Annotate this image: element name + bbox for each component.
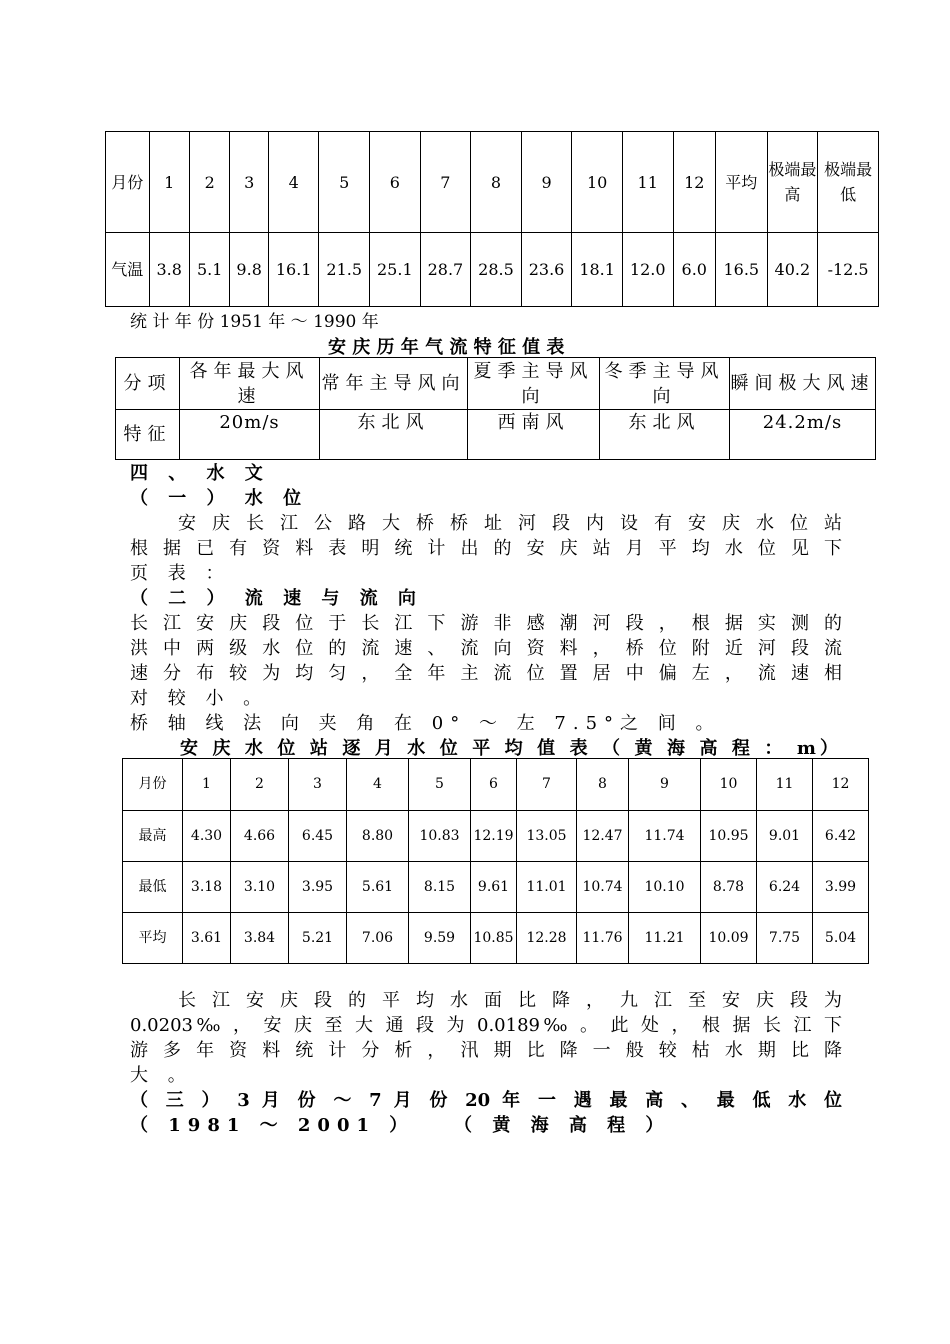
header-cell: 11 [757,759,813,811]
table-cell: 11.76 [577,913,629,964]
table-cell: 11.21 [629,913,701,964]
header-cell: 极端最高 [767,132,818,233]
statistics-note: 统 计 年 份 1951 年 ～ 1990 年 [130,312,379,332]
table-cell: 4.66 [231,811,289,862]
section-heading-extreme-levels: （ 三 ） 3 月 份 ～ 7 月 份 20 年 一 遇 最 高 、 最 低 水 位 [130,1090,842,1111]
wind-header-row [116,358,876,410]
paragraph-line: 长 江 安 庆 段 位 于 长 江 下 游 非 感 潮 河 段 ， 根 据 实 测 的 [130,613,842,634]
table-cell: 3.99 [813,862,869,913]
table-cell: 11.01 [517,862,577,913]
header-cell: 极端最低 [818,132,879,233]
row-label: 最高 [123,811,183,862]
table-cell: 东北风 [320,410,468,460]
header-cell: 1 [149,132,189,233]
header-cell: 各年最大风速 [180,358,320,410]
temperature-table [105,131,879,307]
table-cell: 6.42 [813,811,869,862]
header-cell: 12 [673,132,715,233]
table-cell: 18.1 [572,233,623,307]
table-cell: 16.1 [268,233,319,307]
header-cell: 9 [629,759,701,811]
header-cell: 6 [370,132,421,233]
table-cell: 12.47 [577,811,629,862]
table-cell: 6.0 [673,233,715,307]
table-cell: 25.1 [370,233,421,307]
header-cell: 7 [517,759,577,811]
wind-table [115,357,876,460]
table-cell: 5.21 [289,913,347,964]
header-cell: 月份 [106,132,150,233]
table-cell: 28.5 [471,233,522,307]
table-cell: 东北风 [600,410,730,460]
table-cell: 6.24 [757,862,813,913]
header-cell: 2 [231,759,289,811]
water-level-row-avg [123,913,869,964]
row-label: 平均 [123,913,183,964]
header-cell: 瞬间极大风速 [730,358,876,410]
paragraph-line: 游 多 年 资 料 统 计 分 析 ， 汛 期 比 降 一 般 较 枯 水 期 比 降 [130,1040,842,1061]
table-cell: 13.05 [517,811,577,862]
section-heading-water-level: （ 一 ） 水 位 [130,488,309,509]
header-cell: 1 [183,759,231,811]
table-cell: 10.09 [701,913,757,964]
table-cell: 8.15 [409,862,471,913]
table-cell: 10.10 [629,862,701,913]
table-cell: 9.59 [409,913,471,964]
paragraph-line: 安 庆 长 江 公 路 大 桥 桥 址 河 段 内 设 有 安 庆 水 位 站 [178,513,842,534]
header-cell: 10 [572,132,623,233]
table-cell: 10.85 [471,913,517,964]
paragraph-line: 对 较 小 。 [130,688,269,709]
paragraph-line: 根 据 已 有 资 料 表 明 统 计 出 的 安 庆 站 月 平 均 水 位 见 下 [130,538,842,559]
header-cell: 4 [347,759,409,811]
table-cell: -12.5 [818,233,879,307]
header-cell: 5 [409,759,471,811]
paragraph-line: 桥 轴 线 法 向 夹 角 在 0° ～ 左 7.5°之 间 。 [130,713,721,734]
table-cell: 10.74 [577,862,629,913]
header-cell: 3 [230,132,268,233]
table-cell: 9.01 [757,811,813,862]
header-cell: 6 [471,759,517,811]
table-cell: 12.28 [517,913,577,964]
header-cell: 8 [471,132,522,233]
table-cell: 40.2 [767,233,818,307]
table-cell: 21.5 [319,233,370,307]
table-cell: 20m/s [180,410,320,460]
table-cell: 5.61 [347,862,409,913]
header-cell: 月份 [123,759,183,811]
paragraph-line: 速 分 布 较 为 均 匀 ， 全 年 主 流 位 置 居 中 偏 左 ， 流 速 相 [130,663,842,684]
table-cell: 28.7 [420,233,471,307]
table-cell: 10.95 [701,811,757,862]
table-cell: 3.95 [289,862,347,913]
section-heading-flow: （ 二 ） 流 速 与 流 向 [130,588,423,609]
table-cell: 西南风 [468,410,600,460]
water-level-header-row [123,759,869,811]
row-label: 气温 [106,233,150,307]
header-cell: 5 [319,132,370,233]
table-cell: 8.80 [347,811,409,862]
wind-row [116,410,876,460]
wind-table-title: 安 庆 历 年 气 流 特 征 值 表 [328,337,565,358]
header-cell: 4 [268,132,319,233]
table-cell: 10.83 [409,811,471,862]
header-cell: 10 [701,759,757,811]
header-cell: 7 [420,132,471,233]
table-cell: 6.45 [289,811,347,862]
row-label: 特征 [116,410,180,460]
header-cell: 分项 [116,358,180,410]
section-heading-hydrology: 四 、 水 文 [130,463,270,484]
table-cell: 7.06 [347,913,409,964]
table-cell: 3.84 [231,913,289,964]
header-cell: 冬季主导风向 [600,358,730,410]
water-level-table-title: 安 庆 水 位 站 逐 月 水 位 平 均 值 表 （ 黄 海 高 程 ： m） [180,738,838,759]
table-cell: 5.04 [813,913,869,964]
table-cell: 3.8 [149,233,189,307]
table-cell: 5.1 [189,233,229,307]
paragraph-line: 0.0203‰ ， 安 庆 至 大 通 段 为 0.0189‰ 。 此 处 ， 根 据 长 江 下 [130,1015,842,1036]
temperature-header-row [106,132,879,233]
table-cell: 7.75 [757,913,813,964]
table-cell: 23.6 [521,233,572,307]
table-cell: 3.10 [231,862,289,913]
table-cell: 8.78 [701,862,757,913]
water-level-table [122,758,869,964]
table-cell: 24.2m/s [730,410,876,460]
paragraph-line: 大 。 [130,1065,193,1086]
header-cell: 常年主导风向 [320,358,468,410]
table-cell: 4.30 [183,811,231,862]
table-cell: 9.8 [230,233,268,307]
table-cell: 3.61 [183,913,231,964]
paragraph-line: 页 表 ： [130,563,231,584]
temperature-row [106,233,879,307]
water-level-row-min [123,862,869,913]
header-cell: 11 [622,132,673,233]
header-cell: 12 [813,759,869,811]
header-cell: 平均 [715,132,767,233]
table-cell: 3.18 [183,862,231,913]
table-cell: 12.19 [471,811,517,862]
header-cell: 9 [521,132,572,233]
table-cell: 9.61 [471,862,517,913]
header-cell: 2 [189,132,229,233]
paragraph-line: 长 江 安 庆 段 的 平 均 水 面 比 降 ， 九 江 至 安 庆 段 为 [178,990,842,1011]
table-cell: 11.74 [629,811,701,862]
water-level-row-max [123,811,869,862]
section-heading-extreme-levels-range: （ 1981 ～ 2001 ） （ 黄 海 高 程 ） [130,1115,671,1136]
header-cell: 8 [577,759,629,811]
row-label: 最低 [123,862,183,913]
header-cell: 夏季主导风向 [468,358,600,410]
table-cell: 12.0 [622,233,673,307]
table-cell: 16.5 [715,233,767,307]
paragraph-line: 洪 中 两 级 水 位 的 流 速 、 流 向 资 料 ， 桥 位 附 近 河 段 流 [130,638,842,659]
header-cell: 3 [289,759,347,811]
